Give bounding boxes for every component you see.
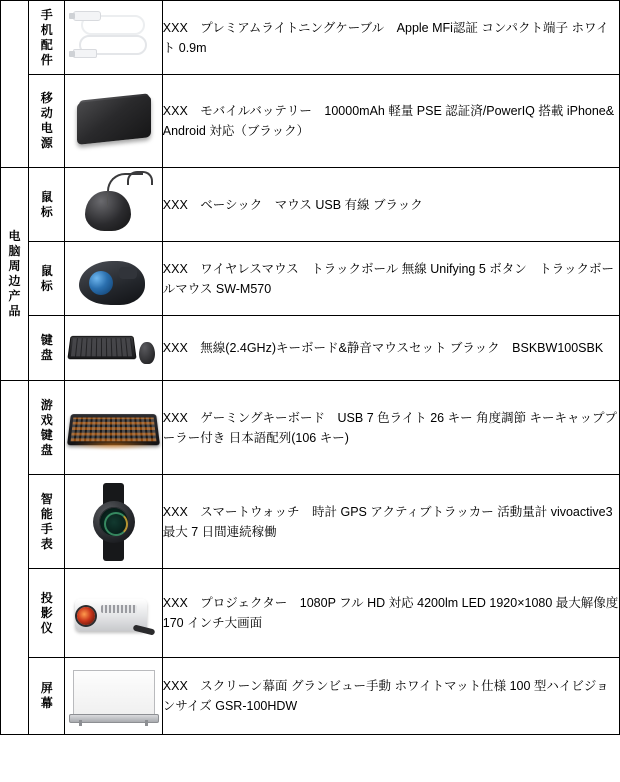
projection-screen-image [67, 664, 160, 728]
group-cell-empty-top [1, 1, 29, 168]
product-description: XXX スマートウォッチ 時計 GPS アクティブトラッカー 活動量計 vivoactive3 最大 7 日間連続稼働 [162, 475, 619, 569]
category-cell [29, 475, 65, 569]
category-label: 屏幕 [40, 681, 53, 710]
group-label: 电脑周边产品 [8, 229, 21, 318]
group-cell-peripherals [1, 168, 29, 381]
product-description: XXX ベーシック マウス USB 有線 ブラック [162, 168, 619, 242]
category-cell [29, 569, 65, 658]
table-row [1, 242, 620, 316]
category-label: 鼠标 [40, 263, 53, 293]
product-image-cell [65, 381, 162, 475]
lightning-cable-image [67, 5, 160, 71]
table-row [1, 1, 620, 75]
group-cell-empty-bottom [1, 381, 29, 735]
wireless-keyboard-mouse-set-image [67, 316, 160, 380]
category-cell [29, 168, 65, 242]
category-cell [29, 1, 65, 75]
product-image-cell [65, 569, 162, 658]
product-description: XXX 無線(2.4GHz)キーボード&静音マウスセット ブラック BSKBW100SBK [162, 316, 619, 381]
table-row [1, 658, 620, 735]
category-label: 移动电源 [40, 91, 53, 150]
category-label: 智能手表 [40, 491, 53, 551]
category-cell [29, 316, 65, 381]
table-row [1, 475, 620, 569]
table-row [1, 168, 620, 242]
product-image-cell [65, 242, 162, 316]
product-description: XXX モバイルバッテリー 10000mAh 軽量 PSE 認証済/PowerIQ 搭載 iPhone&Android 対応（ブラック） [162, 75, 619, 168]
product-description: XXX プレミアムライトニングケーブル Apple MFi認証 コンパクト端子 ホワイト 0.9m [162, 1, 619, 75]
product-description: XXX プロジェクター 1080P フル HD 対応 4200lm LED 1920×1080 最大解像度 170 インチ大画面 [162, 569, 619, 658]
table-row [1, 75, 620, 168]
smart-watch-image [67, 479, 160, 565]
product-image-cell [65, 658, 162, 735]
product-image-cell [65, 168, 162, 242]
category-cell [29, 658, 65, 735]
product-image-cell [65, 1, 162, 75]
projector-image [67, 575, 160, 651]
category-cell [29, 75, 65, 168]
gaming-keyboard-image [67, 390, 160, 466]
category-label: 投影仪 [40, 590, 53, 635]
product-description: XXX スクリーン幕面 グランビュー手動 ホワイトマット仕様 100 型ハイビジョンサイズ GSR-100HDW [162, 658, 619, 735]
product-description: XXX ゲーミングキーボード USB 7 色ライト 26 キー 角度調節 キーキャッププーラー付き 日本語配列(106 キー) [162, 381, 619, 475]
product-image-cell [65, 475, 162, 569]
table-row [1, 316, 620, 381]
table-row [1, 381, 620, 475]
category-cell [29, 381, 65, 475]
trackball-mouse-image [67, 243, 160, 315]
product-description: XXX ワイヤレスマウス トラックボール 無線 Unifying 5 ボタン トラックボールマウス SW-M570 [162, 242, 619, 316]
category-cell [29, 242, 65, 316]
category-label: 键盘 [40, 333, 53, 362]
category-label: 游戏键盘 [40, 397, 53, 457]
category-label: 鼠标 [40, 189, 53, 219]
table-row [1, 569, 620, 658]
product-image-cell [65, 316, 162, 381]
wired-mouse-image [67, 169, 160, 241]
product-image-cell [65, 75, 162, 168]
category-label: 手机配件 [40, 7, 53, 67]
power-bank-image [67, 83, 160, 159]
